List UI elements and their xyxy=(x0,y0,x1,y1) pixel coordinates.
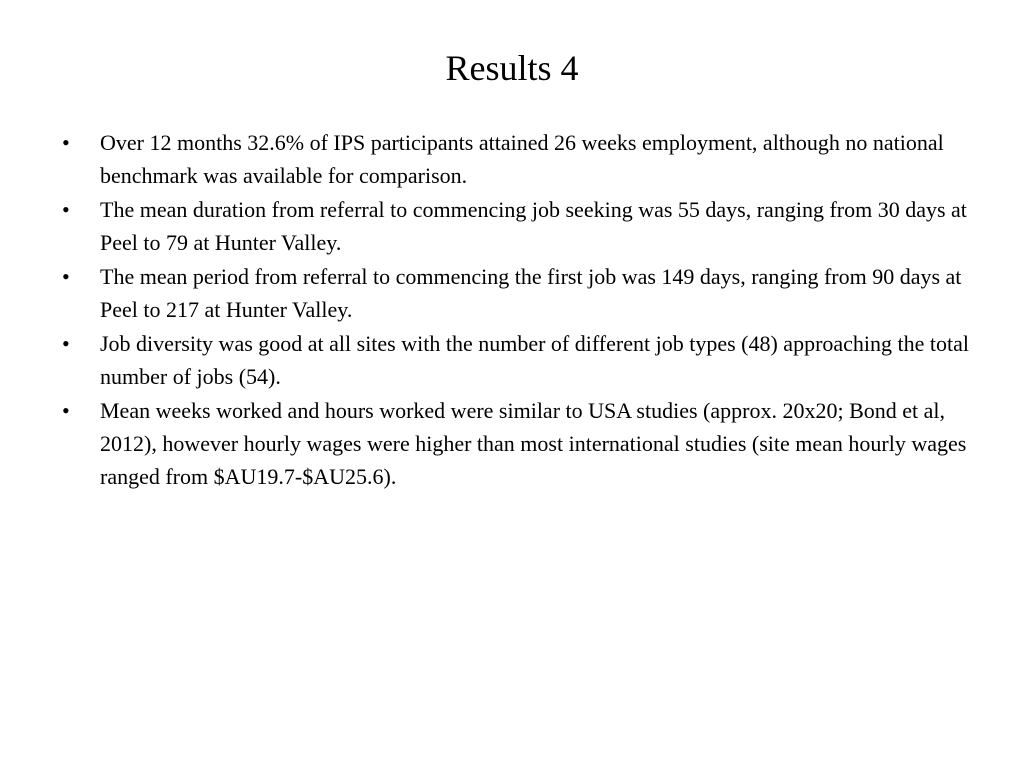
bullet-icon: • xyxy=(62,331,70,356)
bullet-item xyxy=(62,394,972,493)
bullet-list xyxy=(62,126,972,494)
bullet-item xyxy=(62,327,972,393)
bullet-text: The mean period from referral to commencing the first job was 149 days, ranging from 90 days at Peel to 217 at Hunter Valley. xyxy=(100,264,962,322)
bullet-icon: • xyxy=(62,264,70,289)
slide-title: Results 4 xyxy=(445,48,579,88)
bullet-text: Over 12 months 32.6% of IPS participants attained 26 weeks employment, although no national benchmark was available for comparison. xyxy=(100,130,944,188)
bullet-text: Mean weeks worked and hours worked were similar to USA studies (approx. 20x20; Bond et al, 2012), however hourly wages were higher than most international studies (site mean hourly wages ranged from $AU19.7-$AU25.6). xyxy=(100,398,967,489)
bullet-text: The mean duration from referral to commencing job seeking was 55 days, ranging from 30 days at Peel to 79 at Hunter Valley. xyxy=(100,197,967,255)
bullet-item xyxy=(62,126,972,192)
bullet-icon: • xyxy=(62,398,70,423)
bullet-item xyxy=(62,260,972,326)
bullet-item xyxy=(62,193,972,259)
bullet-icon: • xyxy=(62,197,70,222)
bullet-text: Job diversity was good at all sites with the number of different job types (48) approaching the total number of jobs (54). xyxy=(100,331,970,389)
bullet-icon: • xyxy=(62,130,70,155)
